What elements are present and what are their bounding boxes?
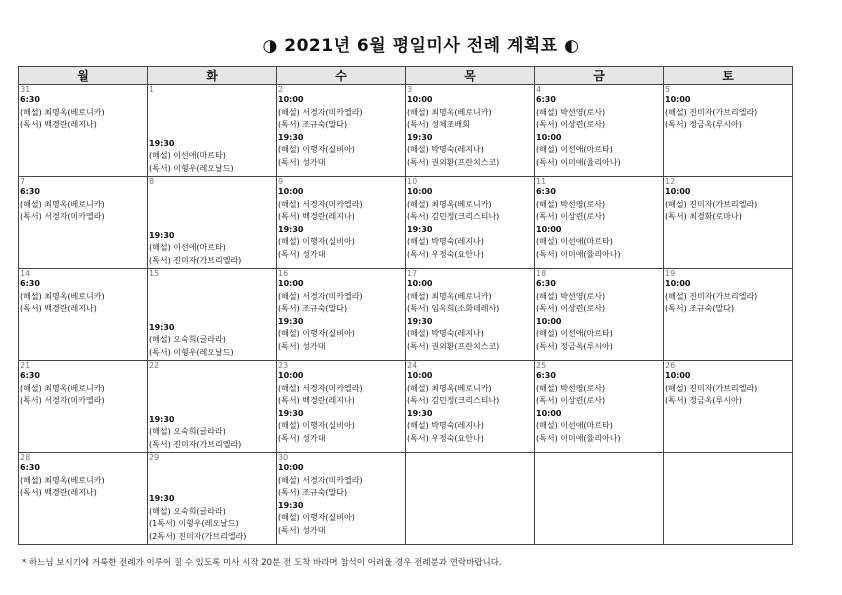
role-assignment: (해설) 진미자(가브리엘라) bbox=[665, 107, 758, 117]
week-row bbox=[19, 85, 793, 177]
role-assignment: (독서) 이상련(로사) bbox=[536, 120, 606, 129]
role-assignment: (독서) 권외환(프란치스코) bbox=[407, 157, 500, 167]
role-assignment: (독서) 이미애(율리아나) bbox=[536, 433, 621, 443]
role-assignment: (독서) 백경란(레지나) bbox=[278, 212, 355, 221]
mass-time: 10:00 bbox=[536, 408, 562, 418]
mass-time: 6:30 bbox=[536, 95, 556, 104]
day-cell bbox=[406, 269, 535, 361]
role-assignment: (해설) 최명옥(베로니카) bbox=[20, 199, 105, 209]
mass-time: 6:30 bbox=[536, 371, 556, 380]
day-number: 17 bbox=[407, 269, 418, 278]
role-assignment: (해설) 최명옥(베로니카) bbox=[407, 107, 492, 117]
role-assignment: (해설) 이선애(마르타) bbox=[536, 145, 613, 154]
role-assignment: (해설) 최명옥(베로니카) bbox=[407, 291, 492, 301]
cell-spacer bbox=[149, 278, 275, 322]
mass-time: 19:30 bbox=[149, 138, 175, 148]
role-assignment: (해설) 박선영(로사) bbox=[536, 383, 606, 393]
day-number: 12 bbox=[665, 177, 676, 186]
mass-time: 10:00 bbox=[407, 95, 433, 104]
mass-time: 19:30 bbox=[407, 224, 433, 234]
day-number: 14 bbox=[20, 269, 31, 278]
role-assignment: (독서) 이상련(로사) bbox=[536, 212, 606, 221]
mass-time: 6:30 bbox=[20, 371, 40, 380]
role-assignment: (해설) 서경자(미카엘라) bbox=[278, 199, 363, 209]
role-assignment: (해설) 최명옥(베로니카) bbox=[20, 107, 105, 117]
weekday-header: 월 bbox=[19, 67, 148, 85]
role-assignment: (독서) 백경란(레지나) bbox=[20, 120, 97, 129]
day-cell bbox=[535, 361, 664, 453]
weekday-header: 목 bbox=[406, 67, 535, 85]
day-cell bbox=[535, 177, 664, 269]
day-number: 26 bbox=[665, 361, 676, 370]
cell-spacer bbox=[149, 462, 275, 493]
mass-time: 10:00 bbox=[278, 95, 304, 104]
role-assignment: (해설) 이선애(마르타) bbox=[536, 237, 613, 246]
role-assignment: (독서) 진미자(가브리엘라) bbox=[149, 255, 242, 265]
role-assignment: (독서) 이상련(로사) bbox=[536, 396, 606, 405]
mass-time: 10:00 bbox=[665, 95, 691, 104]
weekday-header: 토 bbox=[664, 67, 793, 85]
role-assignment: (독서) 김민정(크리스티나) bbox=[407, 396, 500, 405]
mass-time: 6:30 bbox=[536, 187, 556, 196]
role-assignment: (독서) 성가대 bbox=[278, 433, 326, 443]
role-assignment: (독서) 성체조배회 bbox=[407, 120, 470, 129]
mass-time: 10:00 bbox=[278, 371, 304, 380]
role-assignment: (해설) 오숙희(글라라) bbox=[149, 427, 226, 436]
role-assignment: (해설) 박선영(로사) bbox=[536, 107, 606, 117]
mass-time: 19:30 bbox=[407, 316, 433, 326]
mass-time: 19:30 bbox=[278, 500, 304, 510]
day-cell bbox=[148, 269, 277, 361]
role-assignment: (해설) 최명옥(베로니카) bbox=[20, 475, 105, 485]
day-number: 16 bbox=[278, 269, 289, 278]
day-number: 25 bbox=[536, 361, 547, 370]
day-cell bbox=[535, 85, 664, 177]
mass-time: 10:00 bbox=[536, 132, 562, 142]
liturgy-schedule-table bbox=[18, 66, 793, 545]
day-cell bbox=[664, 361, 793, 453]
day-cell bbox=[19, 177, 148, 269]
empty-day-cell bbox=[406, 453, 535, 545]
cell-spacer bbox=[149, 370, 275, 414]
role-assignment: (해설) 박선영(로사) bbox=[536, 199, 606, 209]
mass-time: 10:00 bbox=[665, 371, 691, 380]
day-number: 18 bbox=[536, 269, 547, 278]
day-cell bbox=[148, 361, 277, 453]
role-assignment: (해설) 이행자(실비아) bbox=[278, 237, 355, 246]
role-assignment: (독서) 조규숙(말다) bbox=[665, 304, 735, 313]
role-assignment: (해설) 진미자(가브리엘라) bbox=[665, 383, 758, 393]
role-assignment: (독서) 우정숙(요안나) bbox=[407, 249, 484, 259]
day-number: 9 bbox=[278, 177, 284, 186]
mass-time: 19:30 bbox=[278, 316, 304, 326]
empty-day-cell bbox=[664, 453, 793, 545]
role-assignment: (독서) 이미애(율리아나) bbox=[536, 157, 621, 167]
mass-time: 10:00 bbox=[536, 316, 562, 326]
mass-time: 10:00 bbox=[407, 187, 433, 196]
mass-time: 19:30 bbox=[278, 224, 304, 234]
mass-time: 10:00 bbox=[407, 279, 433, 288]
role-assignment: (해설) 이행자(실비아) bbox=[278, 513, 355, 522]
mass-time: 19:30 bbox=[149, 230, 175, 240]
day-number: 22 bbox=[149, 361, 160, 370]
role-assignment: (독서) 서경자(미카엘라) bbox=[20, 212, 105, 221]
role-assignment: (독서) 정금옥(루시아) bbox=[536, 341, 613, 351]
day-number: 29 bbox=[149, 453, 160, 462]
day-number: 23 bbox=[278, 361, 289, 370]
mass-time: 10:00 bbox=[665, 187, 691, 196]
day-number: 30 bbox=[278, 453, 289, 462]
week-row bbox=[19, 177, 793, 269]
day-cell bbox=[664, 85, 793, 177]
mass-time: 10:00 bbox=[407, 371, 433, 380]
role-assignment: (독서) 백경란(레지나) bbox=[20, 488, 97, 497]
day-cell bbox=[406, 361, 535, 453]
role-assignment: (해설) 이행자(실비아) bbox=[278, 329, 355, 338]
mass-time: 19:30 bbox=[278, 132, 304, 142]
week-row bbox=[19, 361, 793, 453]
mass-time: 10:00 bbox=[665, 279, 691, 288]
role-assignment: (해설) 서경자(미카엘라) bbox=[278, 475, 363, 485]
page-title: ◑ 2021년 6월 평일미사 전례 계획표 ◐ bbox=[262, 36, 580, 56]
day-number: 3 bbox=[407, 85, 413, 94]
role-assignment: (2독서) 진미자(가브리엘라) bbox=[149, 531, 247, 541]
day-number: 31 bbox=[20, 85, 31, 94]
role-assignment: (해설) 서경자(미카엘라) bbox=[278, 107, 363, 117]
day-cell bbox=[148, 85, 277, 177]
role-assignment: (독서) 진미자(가브리엘라) bbox=[149, 439, 242, 449]
role-assignment: (독서) 조규숙(말다) bbox=[278, 120, 348, 129]
day-cell bbox=[664, 177, 793, 269]
role-assignment: (독서) 권외환(프란치스코) bbox=[407, 341, 500, 351]
day-cell bbox=[277, 269, 406, 361]
mass-time: 19:30 bbox=[149, 322, 175, 332]
day-number: 4 bbox=[536, 85, 542, 94]
mass-time: 6:30 bbox=[20, 279, 40, 288]
cell-spacer bbox=[149, 186, 275, 230]
calendar-body bbox=[19, 85, 793, 545]
day-cell bbox=[19, 269, 148, 361]
cell-spacer bbox=[149, 94, 275, 138]
day-cell bbox=[19, 453, 148, 545]
role-assignment: (해설) 오숙희(글라라) bbox=[149, 506, 226, 516]
weekday-header: 수 bbox=[277, 67, 406, 85]
role-assignment: (해설) 이선애(마르타) bbox=[149, 243, 226, 252]
day-cell bbox=[148, 453, 277, 545]
role-assignment: (해설) 박선영(로사) bbox=[536, 291, 606, 301]
mass-time: 10:00 bbox=[536, 224, 562, 234]
day-cell bbox=[664, 269, 793, 361]
week-row bbox=[19, 269, 793, 361]
empty-day-cell bbox=[535, 453, 664, 545]
role-assignment: (독서) 백경란(레지나) bbox=[278, 396, 355, 405]
role-assignment: (독서) 이미애(율리아나) bbox=[536, 249, 621, 259]
mass-time: 6:30 bbox=[20, 463, 40, 472]
role-assignment: (해설) 박명숙(레지나) bbox=[407, 145, 484, 154]
role-assignment: (해설) 이행자(실비아) bbox=[278, 145, 355, 154]
role-assignment: (독서) 서경자(미카엘라) bbox=[20, 396, 105, 405]
role-assignment: (독서) 임옥희(소화데레사) bbox=[407, 304, 500, 313]
role-assignment: (독서) 성가대 bbox=[278, 525, 326, 535]
role-assignment: (해설) 박명숙(레지나) bbox=[407, 329, 484, 338]
day-cell bbox=[535, 269, 664, 361]
day-number: 11 bbox=[536, 177, 547, 186]
day-number: 24 bbox=[407, 361, 418, 370]
role-assignment: (해설) 진미자(가브리엘라) bbox=[665, 199, 758, 209]
day-number: 19 bbox=[665, 269, 676, 278]
day-number: 7 bbox=[20, 177, 26, 186]
day-cell bbox=[277, 453, 406, 545]
role-assignment: (해설) 서경자(미카엘라) bbox=[278, 291, 363, 301]
day-cell bbox=[406, 177, 535, 269]
mass-time: 19:30 bbox=[407, 132, 433, 142]
role-assignment: (독서) 조규숙(말다) bbox=[278, 304, 348, 313]
role-assignment: (독서) 김민정(크리스티나) bbox=[407, 212, 500, 221]
day-number: 2 bbox=[278, 85, 284, 94]
day-cell bbox=[148, 177, 277, 269]
day-cell bbox=[277, 361, 406, 453]
role-assignment: (독서) 성가대 bbox=[278, 249, 326, 259]
day-number: 8 bbox=[149, 177, 155, 186]
role-assignment: (독서) 조규숙(말다) bbox=[278, 488, 348, 497]
weekday-header: 화 bbox=[148, 67, 277, 85]
day-cell bbox=[277, 85, 406, 177]
mass-time: 10:00 bbox=[278, 187, 304, 196]
day-number: 15 bbox=[149, 269, 160, 278]
day-cell bbox=[406, 85, 535, 177]
role-assignment: (해설) 이선애(마르타) bbox=[536, 421, 613, 430]
mass-time: 19:30 bbox=[149, 414, 175, 424]
mass-time: 6:30 bbox=[536, 279, 556, 288]
role-assignment: (해설) 박명숙(레지나) bbox=[407, 421, 484, 430]
role-assignment: (해설) 박명숙(레지나) bbox=[407, 237, 484, 246]
role-assignment: (독서) 이형우(레오날드) bbox=[149, 347, 234, 357]
role-assignment: (해설) 이선애(마르타) bbox=[149, 151, 226, 160]
day-cell bbox=[19, 85, 148, 177]
mass-time: 19:30 bbox=[149, 494, 175, 503]
weekday-header: 금 bbox=[535, 67, 664, 85]
weekday-header-row bbox=[19, 67, 793, 85]
day-number: 1 bbox=[149, 85, 155, 94]
role-assignment: (해설) 이선애(마르타) bbox=[536, 329, 613, 338]
role-assignment: (독서) 최경화(로마나) bbox=[665, 212, 742, 221]
role-assignment: (해설) 최명옥(베로니카) bbox=[407, 383, 492, 393]
day-number: 10 bbox=[407, 177, 418, 186]
mass-time: 6:30 bbox=[20, 187, 40, 196]
day-number: 21 bbox=[20, 361, 31, 370]
role-assignment: (독서) 이형우(레오날드) bbox=[149, 163, 234, 173]
mass-time: 19:30 bbox=[407, 408, 433, 418]
role-assignment: (독서) 정금옥(루시아) bbox=[665, 120, 742, 129]
role-assignment: (1독서) 이형우(레오날드) bbox=[149, 519, 239, 528]
week-row bbox=[19, 453, 793, 545]
day-cell bbox=[277, 177, 406, 269]
role-assignment: (독서) 백경란(레지나) bbox=[20, 304, 97, 313]
mass-time: 10:00 bbox=[278, 279, 304, 288]
mass-time: 19:30 bbox=[278, 408, 304, 418]
role-assignment: (독서) 이상련(로사) bbox=[536, 304, 606, 313]
role-assignment: (해설) 최명옥(베로니카) bbox=[20, 383, 105, 393]
role-assignment: (해설) 서경자(미카엘라) bbox=[278, 383, 363, 393]
role-assignment: (해설) 오숙희(글라라) bbox=[149, 335, 226, 344]
day-number: 28 bbox=[20, 453, 31, 462]
role-assignment: (해설) 이행자(실비아) bbox=[278, 421, 355, 430]
day-cell bbox=[19, 361, 148, 453]
mass-time: 6:30 bbox=[20, 95, 40, 104]
footnote: * 하느님 보시기에 거룩한 전례가 이루어 질 수 있도록 미사 시작 20분 전 도착 바라며 참석이 어려울 경우 전례분과 연락바랍니다. bbox=[22, 558, 502, 568]
role-assignment: (독서) 우정숙(요안나) bbox=[407, 433, 484, 443]
mass-time: 10:00 bbox=[278, 463, 304, 472]
role-assignment: (해설) 최명옥(베로니카) bbox=[407, 199, 492, 209]
role-assignment: (독서) 정금옥(루시아) bbox=[665, 396, 742, 405]
role-assignment: (독서) 성가대 bbox=[278, 157, 326, 167]
day-number: 5 bbox=[665, 85, 671, 94]
role-assignment: (해설) 진미자(가브리엘라) bbox=[665, 291, 758, 301]
role-assignment: (독서) 성가대 bbox=[278, 341, 326, 351]
role-assignment: (해설) 최명옥(베로니카) bbox=[20, 291, 105, 301]
